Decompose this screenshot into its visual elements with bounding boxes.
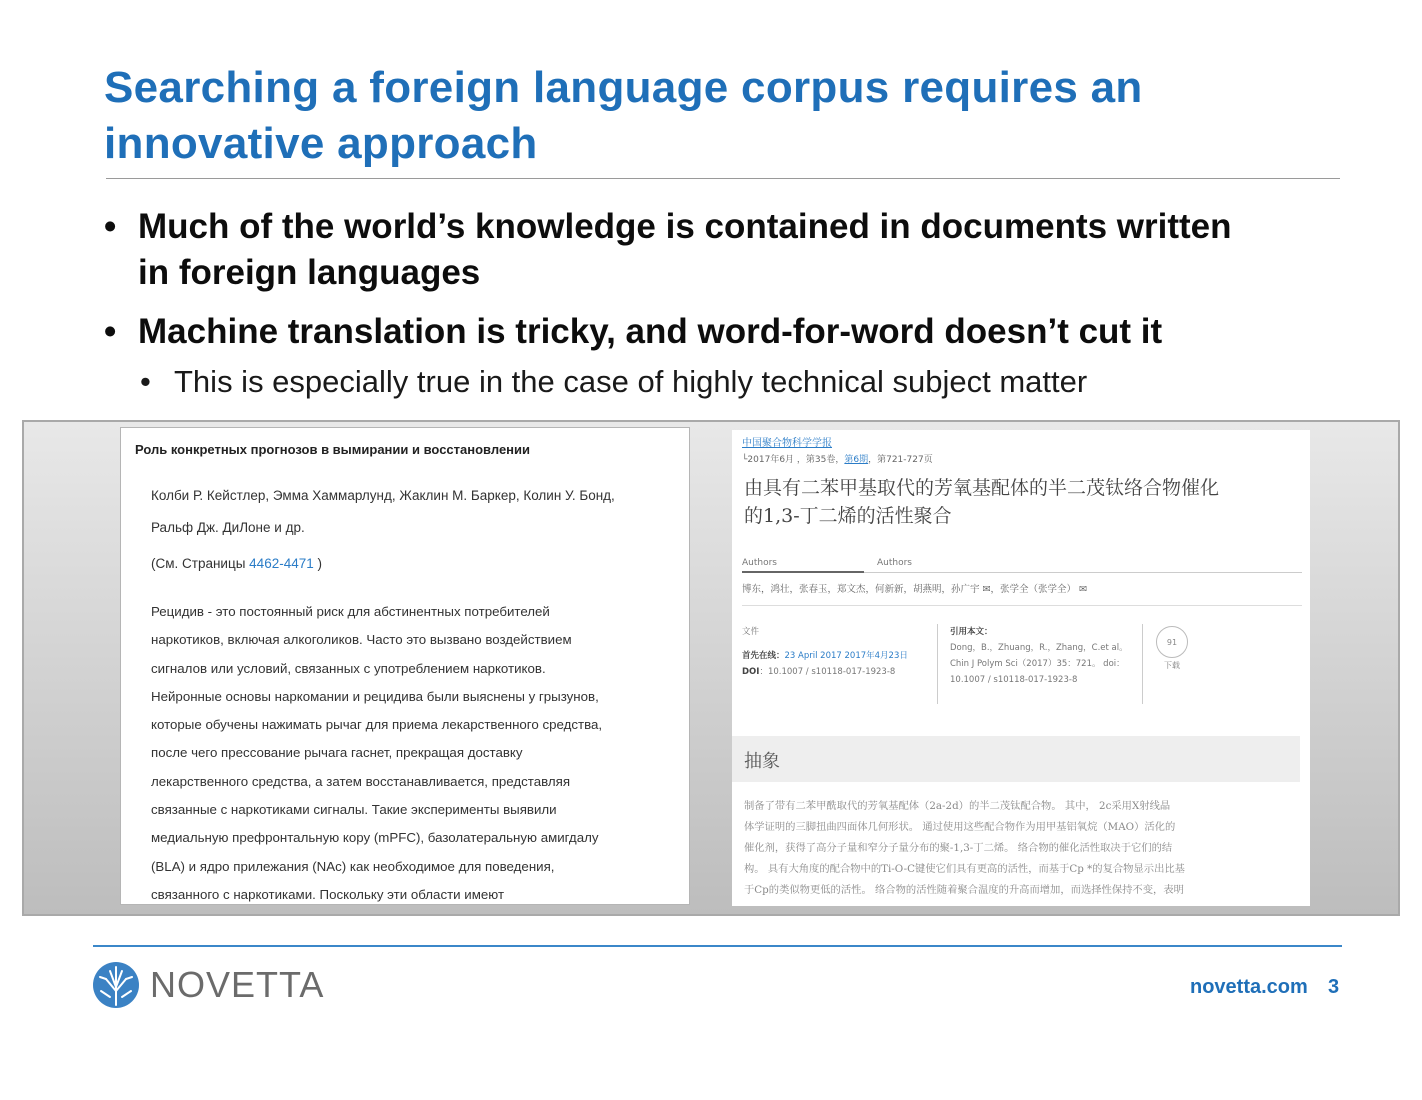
abstract-text: [744, 796, 1304, 901]
abstract-line: 于Cp的类似物更低的活性。 络合物的活性随着聚合温度的升高而增加，而选择性保持不变，表明: [744, 884, 1184, 896]
page-number: 3: [1328, 976, 1340, 998]
article-abstract: [151, 598, 681, 905]
download-count-badge[interactable]: 91: [1156, 626, 1188, 658]
article-title: [744, 474, 1304, 530]
abstract-line: Нейронные основы наркомании и рецидива были выяснены у грызунов,: [151, 688, 599, 704]
abstract-line: связанного с наркотиками. Поскольку эти области имеют: [151, 886, 505, 902]
abstract-line: 制备了带有二苯甲酰取代的芳氧基配体（2a-2d）的半二茂钛配合物。 其中， 2c采用X射线晶: [744, 800, 1171, 812]
abstract-line: лекарственного средства, а затем восстанавливается, представляя: [151, 773, 571, 789]
abstract-line: 催化剂，获得了高分子量和窄分子量分布的聚-1,3-丁二烯。 络合物的催化活性取决于它们的结: [744, 842, 1173, 854]
abstract-line: после чего прессование рычага гаснет, прекращая доставку: [151, 745, 523, 761]
abstract-line: наркотиков, включая алкоголиков. Часто это вызвано воздействием: [151, 632, 572, 648]
cite-text: Dong，B.，Zhuang，R.，Zhang，C.et al。 Chin J Polym Sci（2017）35：721。 doi：10.1007 / s10118-017-1923-8: [950, 643, 1128, 685]
pages-prefix: (См. Страницы: [151, 556, 250, 571]
meta-divider: [1142, 624, 1143, 704]
first-online-date: 23 April 2017 2017年4月23日: [784, 651, 908, 661]
doi: [742, 664, 927, 680]
footer-website: novetta.com: [1190, 976, 1308, 998]
abstract-line: (BLA) и ядро прилежания (NAc) как необходимое для поведения,: [151, 858, 555, 874]
issue-suffix: ，第721-727页: [868, 455, 933, 465]
abstract-line: Рецидив - это постоянный риск для абстинентных потребителей: [151, 604, 550, 619]
abstract-heading: 抽象: [744, 751, 780, 772]
bullet-text: Much of the world’s knowledge is contained in documents written in foreign languages: [138, 207, 1232, 292]
issue-link[interactable]: 第6期: [844, 455, 869, 465]
bullet-dot: •: [104, 207, 117, 246]
bullet-text: Machine translation is tricky, and word-for-word doesn’t cut it: [138, 312, 1163, 351]
issue-info: [742, 452, 933, 465]
pages-suffix: ): [313, 556, 322, 571]
active-tab-indicator: [742, 571, 864, 573]
file-label: 文件: [742, 627, 760, 637]
journal-link[interactable]: 中国聚合物科学学报: [742, 438, 832, 449]
tab-authors[interactable]: Authors: [742, 558, 777, 568]
tab-authors-alt[interactable]: Authors: [877, 558, 912, 568]
abstract-header-bar: [732, 736, 1300, 782]
abstract-line: 体学证明的三脚扭曲四面体几何形状。 通过使用这些配合物作为用甲基铝氧烷（MAO）活化的: [744, 821, 1176, 833]
footer-divider: [93, 945, 1342, 947]
bullet-dot: •: [104, 312, 117, 351]
chinese-article-panel: [732, 430, 1310, 906]
page-reference: [151, 556, 322, 571]
slide-title: Searching a foreign language corpus requires an innovative approach: [104, 63, 1143, 168]
novetta-logo-text: NOVETTA: [150, 964, 325, 1005]
pages-link[interactable]: 4462-4471: [249, 556, 314, 571]
authors-line: Ральф Дж. ДиЛоне и др.: [151, 520, 305, 535]
download-label: 下载: [1164, 661, 1180, 670]
russian-article-panel: [120, 427, 690, 905]
divider: [742, 605, 1302, 606]
abstract-line: сигналов или условий, связанных с употреблением наркотиков.: [151, 660, 546, 676]
title-line: 由具有二苯甲基取代的芳氧基配体的半二茂钛络合物催化: [744, 477, 1220, 499]
cite-label: 引用本文：: [950, 627, 993, 637]
author-list: 博东，鸿壮，张春玉，郑文杰，何新新，胡燕明，孙广宇 ✉，张学全（张学全） ✉: [742, 584, 1087, 595]
sub-bullet-text: This is especially true in the case of highly technical subject matter: [174, 364, 1088, 399]
title-line: 的1,3-丁二烯的活性聚合: [744, 505, 952, 527]
abstract-line: медиальную префронтальную кору (mPFC), базолатеральную амигдалу: [151, 830, 599, 846]
first-online: [742, 648, 927, 664]
abstract-line: 构。 具有大角度的配合物中的Ti-O-C键使它们具有更高的活性，而基于Cp *的复合物显示出比基: [744, 863, 1185, 875]
doi-label: DOI: [742, 667, 760, 677]
article-authors: [151, 480, 681, 544]
citation-block: [950, 624, 1136, 688]
novetta-logo-icon: [92, 961, 140, 1009]
doi-value: ：10.1007 / s10118-017-1923-8: [759, 667, 896, 677]
article-title: Роль конкретных прогнозов в вымирании и восстановлении: [135, 442, 531, 457]
abstract-line: связанные с наркотиками сигналы. Такие эксперименты выявили: [151, 802, 557, 818]
bullet-dot: •: [140, 364, 151, 399]
publication-meta: [742, 624, 927, 680]
authors-line: Колби Р. Кейстлер, Эмма Хаммарлунд, Жаклин М. Баркер, Колин У. Бонд,: [151, 488, 615, 503]
abstract-line: которые обучены нажимать рычаг для приема лекарственного средства,: [151, 717, 603, 733]
meta-divider: [937, 624, 938, 704]
issue-prefix: └2017年6月 ，第35卷，: [742, 455, 845, 465]
title-divider: [106, 178, 1340, 179]
first-online-label: 首先在线：: [742, 651, 785, 661]
